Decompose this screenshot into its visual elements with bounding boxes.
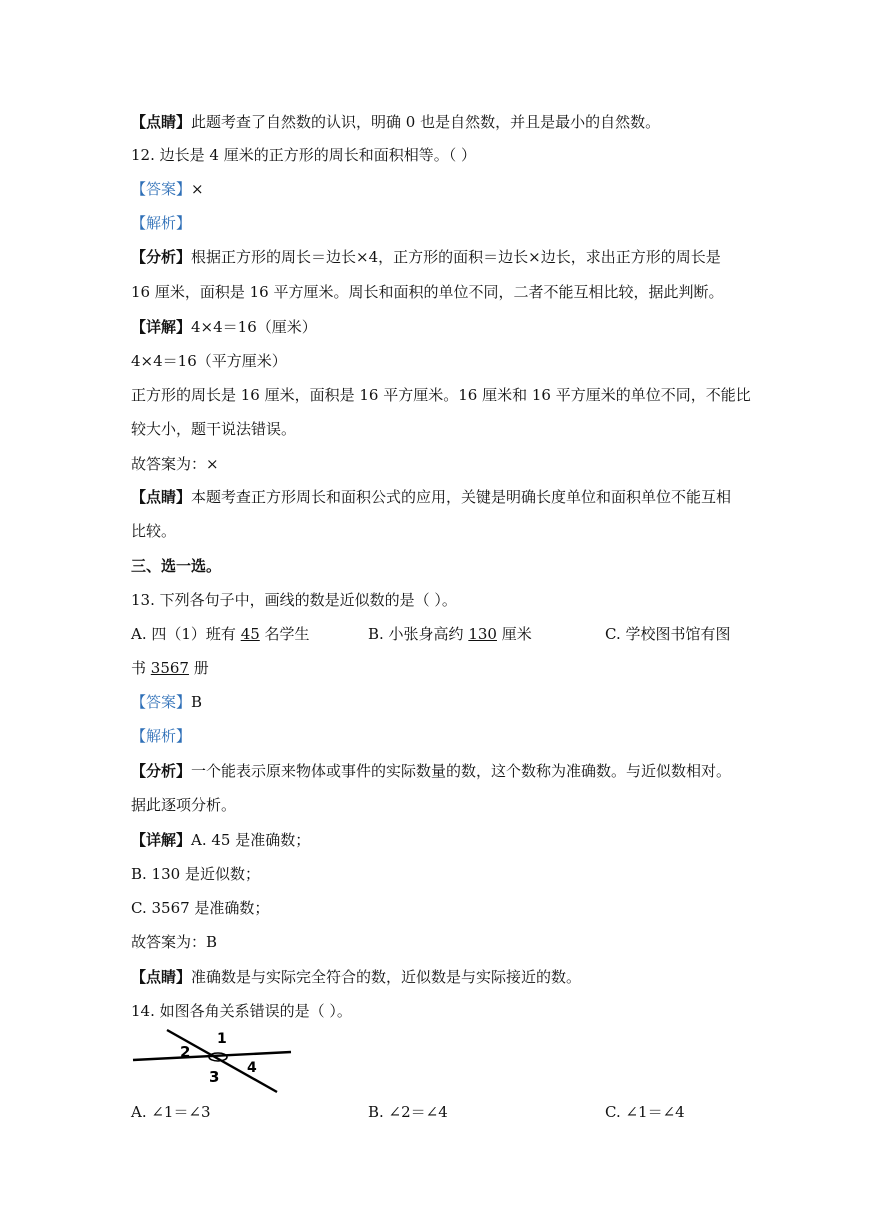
- option-13-a: [131, 624, 310, 644]
- xiangjie-12-line1: [131, 317, 317, 337]
- underlined-number: 45: [240, 625, 260, 643]
- option-text: 名学生: [259, 625, 310, 643]
- xiangjie-12-line2: 4×4＝16（平方厘米）: [131, 352, 287, 370]
- underlined-number: 130: [468, 625, 497, 643]
- option-text: B. 小张身高约: [368, 625, 469, 643]
- option-text: A. 四（1）班有: [131, 625, 241, 643]
- fenxi-13-line2: 据此逐项分析。: [131, 796, 237, 814]
- option-14-b: B. ∠2＝∠4: [368, 1103, 448, 1121]
- angle-label-4: 4: [247, 1060, 257, 1076]
- option-13-b: [368, 624, 532, 644]
- jiexi-tag-13: 【解析】: [131, 727, 192, 745]
- option-14-c: C. ∠1＝∠4: [605, 1103, 685, 1121]
- angle-label-2: 2: [180, 1043, 191, 1061]
- option-text: 册: [188, 659, 209, 677]
- question-14: 14. 如图各角关系错误的是（ ）。: [131, 1002, 352, 1020]
- dianjing-tag: 【点睛】: [131, 488, 192, 506]
- option-text: 厘米: [496, 625, 532, 643]
- angles-figure: [131, 1026, 296, 1096]
- answer-tag: 【答案】: [131, 693, 192, 711]
- dianjing-13: [131, 967, 581, 987]
- xiangjie-13-line3: C. 3567 是准确数；: [131, 899, 270, 917]
- answer-value: ×: [191, 180, 204, 198]
- fenxi-tag: 【分析】: [131, 762, 192, 780]
- final-answer-13: 故答案为：B: [131, 933, 218, 951]
- xiangjie-12-line4: 较大小，题干说法错误。: [131, 420, 297, 438]
- angle-label-1: 1: [217, 1031, 227, 1047]
- dianjing-text: 本题考查正方形周长和面积公式的应用，关键是明确长度单位和面积单位不能互相: [191, 488, 732, 506]
- jiexi-tag-12: 【解析】: [131, 214, 192, 232]
- xiangjie-13-line2: B. 130 是近似数；: [131, 865, 260, 883]
- xiangjie-tag: 【详解】: [131, 318, 192, 336]
- xiangjie-text: 4×4＝16（厘米）: [191, 318, 317, 336]
- dianjing-tag: 【点睛】: [131, 113, 192, 131]
- fenxi-12-line1: [131, 247, 721, 267]
- fenxi-text: 根据正方形的周长＝边长×4，正方形的面积＝边长×边长，求出正方形的周长是: [191, 248, 721, 266]
- option-13-c: C. 学校图书馆有图: [605, 625, 731, 643]
- underlined-number: 3567: [150, 659, 189, 677]
- answer-tag: 【答案】: [131, 180, 192, 198]
- option-14-a: A. ∠1＝∠3: [131, 1103, 211, 1121]
- answer-12: [131, 179, 204, 199]
- dianjing-12-line1: [131, 487, 731, 507]
- xiangjie-12-line3: 正方形的周长是 16 厘米，面积是 16 平方厘米。16 厘米和 16 平方厘米的单位不同，不能比: [131, 386, 751, 404]
- fenxi-12-line2: 16 厘米，面积是 16 平方厘米。周长和面积的单位不同，二者不能互相比较，据此判断。: [131, 283, 724, 301]
- dianjing-tag: 【点睛】: [131, 968, 192, 986]
- dianjing-12-line2: 比较。: [131, 522, 177, 540]
- xiangjie-text: A. 45 是准确数；: [191, 831, 311, 849]
- option-13-c-cont: [131, 658, 209, 678]
- angle-label-3: 3: [209, 1068, 220, 1086]
- fenxi-tag: 【分析】: [131, 248, 192, 266]
- section-heading-3: 三、选一选。: [131, 557, 222, 575]
- dianjing-text: 此题考查了自然数的认识，明确 0 也是自然数，并且是最小的自然数。: [191, 113, 661, 131]
- final-answer-12: 故答案为：×: [131, 455, 219, 473]
- dianjing-line-11: [131, 112, 660, 132]
- answer-value: B: [191, 693, 203, 711]
- dianjing-text: 准确数是与实际完全符合的数，近似数是与实际接近的数。: [191, 968, 582, 986]
- question-12: 12. 边长是 4 厘米的正方形的周长和面积相等。（ ）: [131, 146, 476, 164]
- fenxi-13-line1: [131, 761, 731, 781]
- xiangjie-tag: 【详解】: [131, 831, 192, 849]
- option-text: 书: [131, 659, 151, 677]
- xiangjie-13-line1: [131, 830, 310, 850]
- answer-13: [131, 692, 202, 712]
- fenxi-text: 一个能表示原来物体或事件的实际数量的数，这个数称为准确数。与近似数相对。: [191, 762, 732, 780]
- question-13: 13. 下列各句子中，画线的数是近似数的是（ ）。: [131, 591, 457, 609]
